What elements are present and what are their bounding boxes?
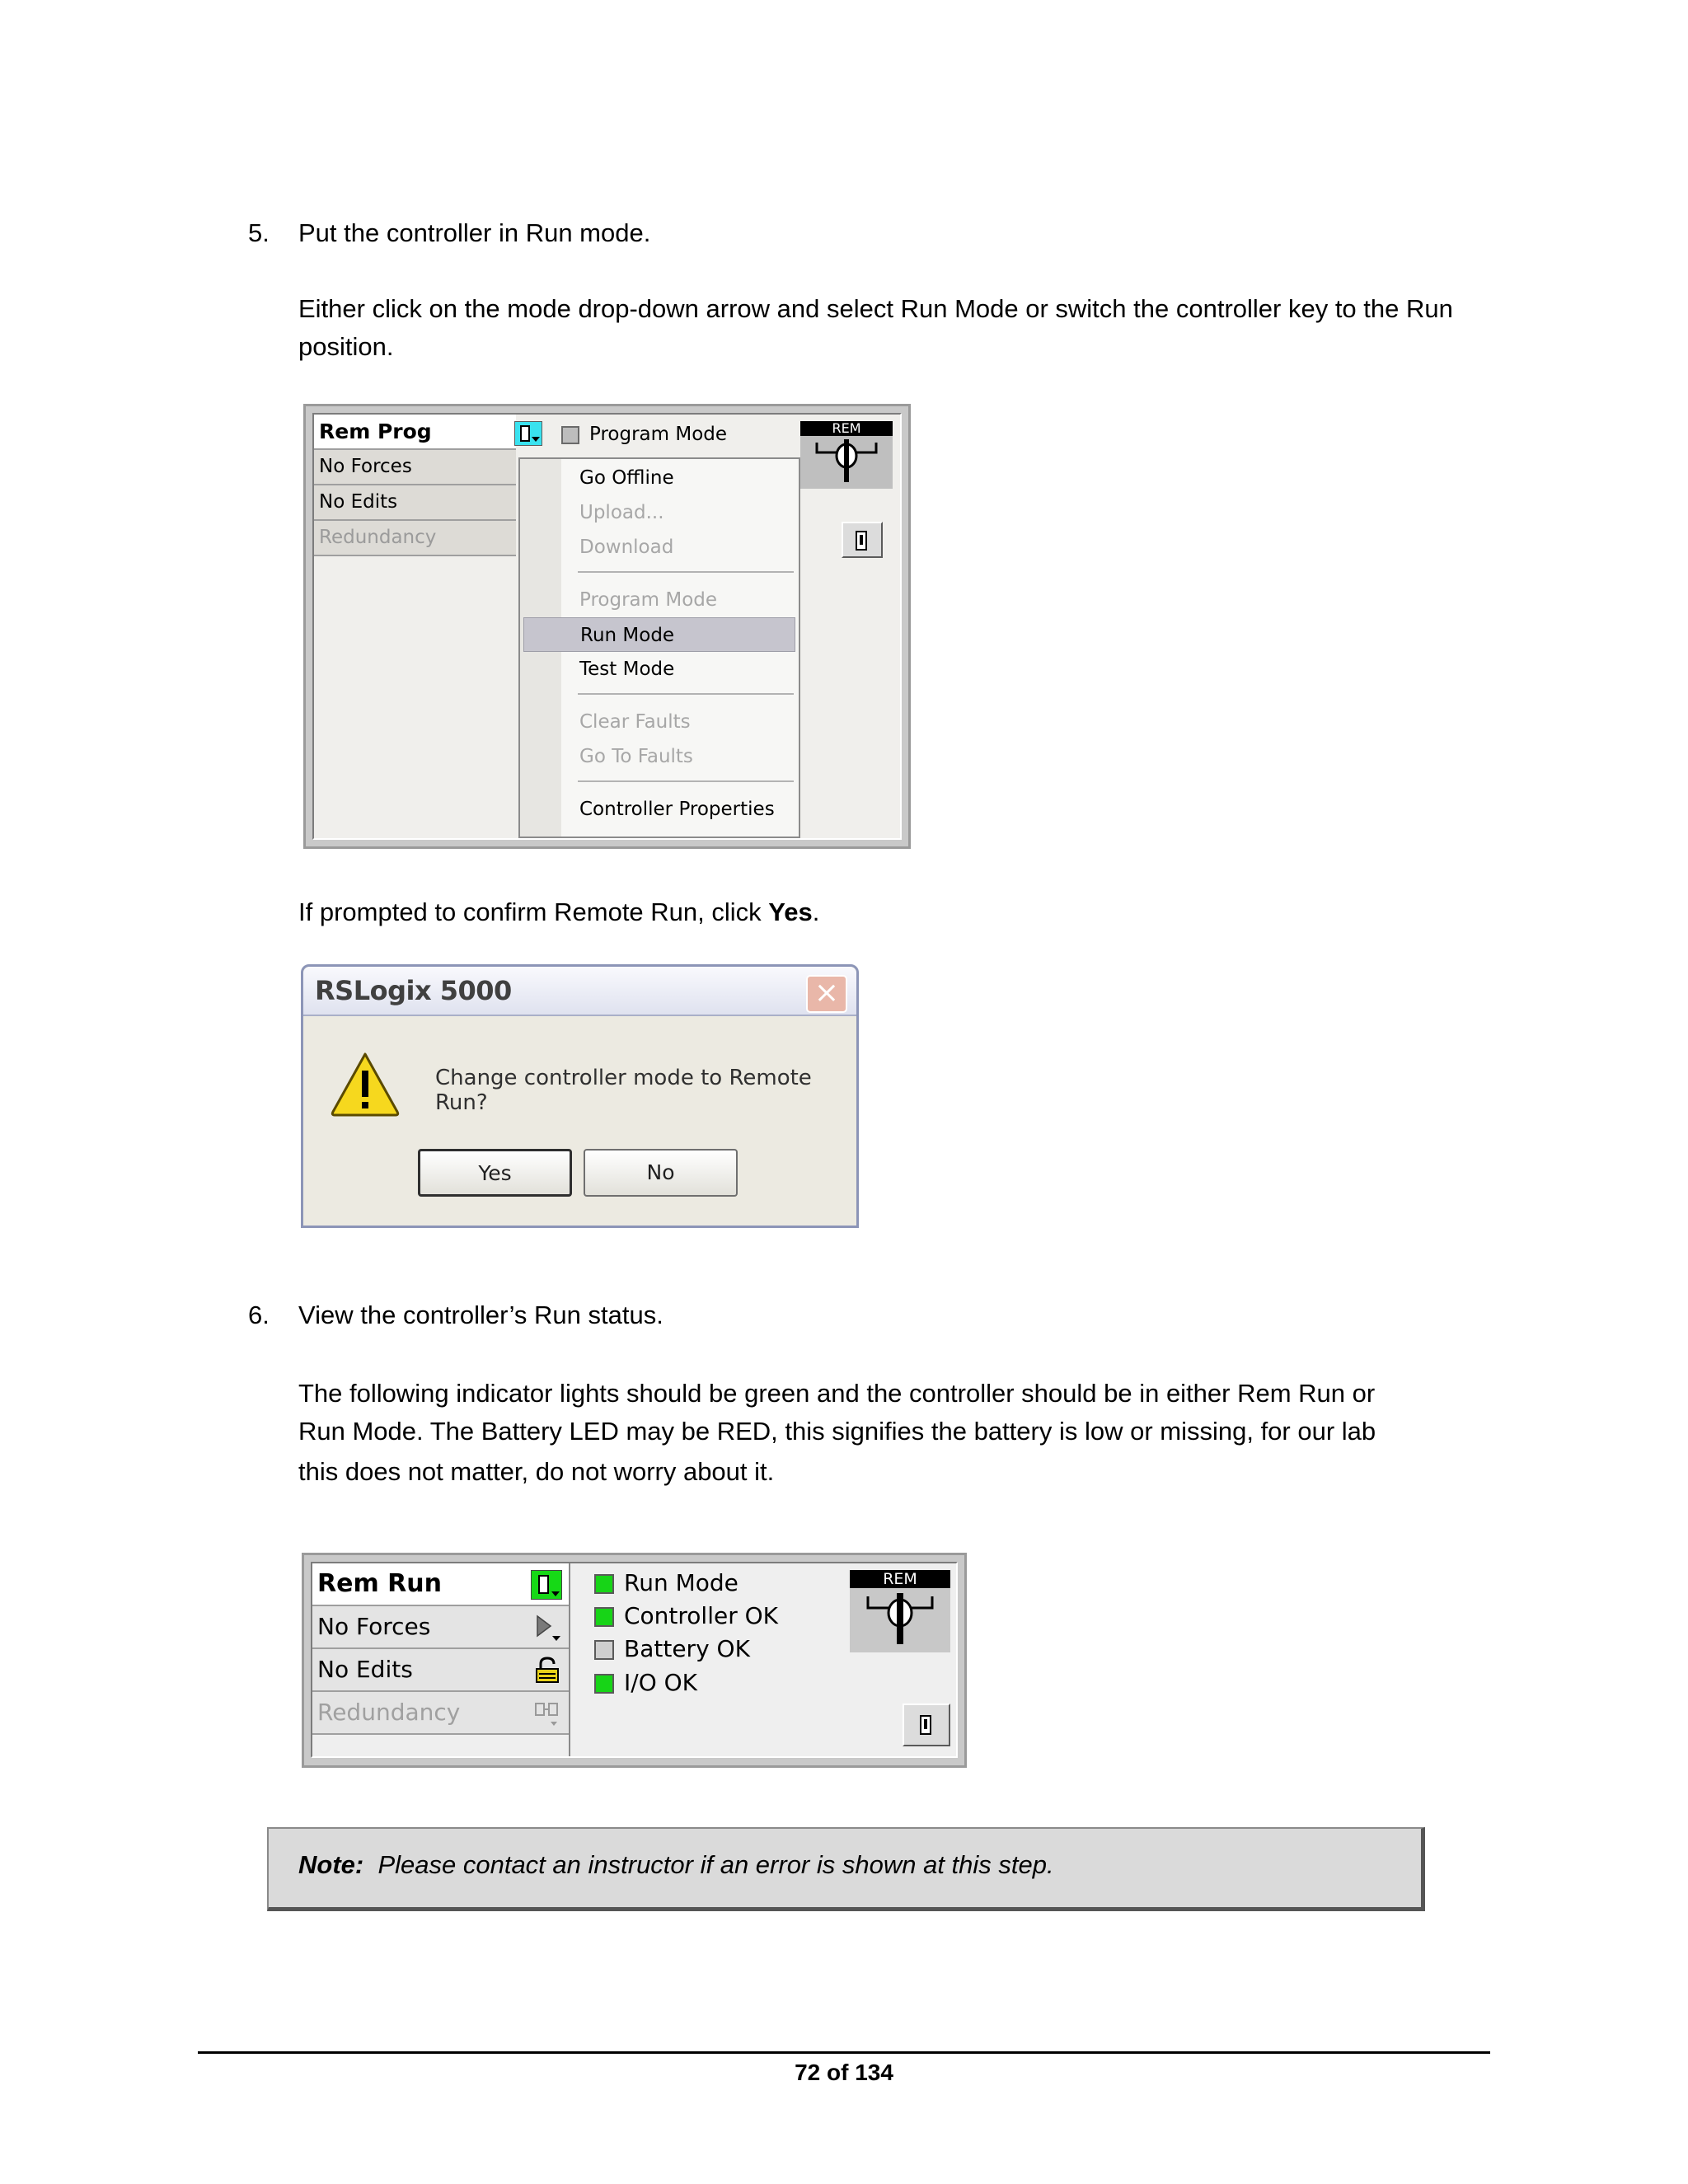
rem-label: REM — [850, 1570, 950, 1588]
note-label: Note: — [298, 1850, 364, 1879]
step-6-paragraph-line3: this does not matter, do not worry about it. — [298, 1457, 775, 1486]
dropdown-arrow-icon — [551, 1591, 560, 1596]
program-mode-indicator — [561, 426, 579, 444]
menu-separator — [578, 780, 794, 782]
status-edits-row — [312, 1649, 569, 1692]
key-icon — [520, 425, 530, 442]
dropdown-arrow-icon — [532, 437, 540, 442]
step-6-number: 6. — [248, 1301, 270, 1329]
yes-button[interactable]: Yes — [418, 1149, 572, 1197]
no-button[interactable]: No — [584, 1149, 738, 1197]
status-redundancy: Redundancy — [317, 1699, 461, 1726]
rem-keyswitch — [800, 421, 893, 489]
redundancy-icon[interactable] — [532, 1699, 562, 1728]
key-icon — [920, 1715, 931, 1735]
indicator-label: I/O OK — [624, 1669, 698, 1696]
keyswitch-icon — [800, 436, 893, 489]
menu-item-go-to-faults[interactable]: Go To Faults — [579, 746, 693, 767]
menu-item-upload[interactable]: Upload... — [579, 502, 664, 523]
menu-item-program-mode[interactable]: Program Mode — [579, 589, 718, 611]
menu-item-go-offline[interactable]: Go Offline — [579, 467, 674, 489]
controller-status-panel — [312, 413, 902, 840]
indicator-label: Battery OK — [624, 1635, 750, 1662]
dialog-title-bar — [303, 967, 856, 1016]
menu-item-download[interactable]: Download — [579, 537, 674, 558]
step-5-title: Put the controller in Run mode. — [298, 218, 651, 247]
note-text: Please contact an instructor if an error is shown at this step. — [377, 1850, 1054, 1879]
status-mode: Rem Prog — [314, 415, 516, 450]
status-mode: Rem Run — [317, 1569, 442, 1598]
close-button[interactable]: × — [806, 975, 847, 1013]
key-icon — [538, 1575, 549, 1594]
rem-keyswitch — [850, 1570, 950, 1652]
program-mode-label: Program Mode — [589, 424, 728, 445]
step-6-title: View the controller’s Run status. — [298, 1301, 663, 1329]
led-controller-ok — [594, 1607, 614, 1627]
status-edits: No Edits — [314, 485, 516, 521]
step-6-paragraph-line2: Run Mode. The Battery LED may be RED, this signifies the battery is low or missing, for our lab — [298, 1417, 1376, 1446]
key-icon — [856, 531, 867, 551]
status-redundancy: Redundancy — [314, 521, 516, 556]
lock-icon[interactable] — [532, 1656, 562, 1685]
indicator-label: Run Mode — [624, 1569, 738, 1596]
menu-item-run-mode[interactable]: Run Mode — [523, 617, 795, 652]
status-list — [314, 415, 516, 556]
step-5-number: 5. — [248, 218, 270, 247]
page-number: 72 of 134 — [795, 2060, 893, 2085]
led-battery-ok — [594, 1640, 614, 1660]
confirm-text-before: If prompted to confirm Remote Run, click — [298, 898, 769, 926]
dialog-message: Change controller mode to Remote Run? — [435, 1066, 812, 1115]
controller-status-panel-screenshot — [303, 404, 911, 849]
step-6-paragraph-line1: The following indicator lights should be green and the controller should be in either Rem Run or — [298, 1379, 1376, 1408]
menu-separator — [578, 693, 794, 695]
confirm-text-after: . — [812, 898, 820, 926]
run-status-panel — [311, 1562, 958, 1758]
warning-icon — [328, 1049, 402, 1118]
status-list — [312, 1563, 570, 1756]
menu-item-clear-faults[interactable]: Clear Faults — [579, 711, 691, 733]
status-edits: No Edits — [317, 1656, 413, 1683]
led-run-mode — [594, 1574, 614, 1594]
run-status-panel-screenshot — [302, 1553, 967, 1768]
status-mode-row — [312, 1563, 569, 1606]
step-5-instruction: Either click on the mode drop-down arrow and select Run Mode or switch the controller key to the Run position. — [298, 294, 1453, 361]
keyswitch-icon — [850, 1588, 950, 1652]
status-forces: No Forces — [317, 1613, 431, 1640]
mode-dropdown-button[interactable] — [531, 1570, 562, 1600]
forces-arrow-icon[interactable] — [532, 1613, 562, 1643]
key-switch-button[interactable] — [903, 1704, 950, 1746]
mode-dropdown-button[interactable] — [514, 421, 542, 446]
confirm-instruction — [298, 893, 1493, 931]
status-forces: No Forces — [314, 450, 516, 485]
menu-item-controller-properties[interactable]: Controller Properties — [579, 799, 775, 820]
key-switch-button[interactable] — [842, 522, 883, 558]
confirm-text-yes: Yes — [768, 898, 813, 926]
confirm-dialog — [301, 964, 859, 1228]
status-redundancy-row — [312, 1692, 569, 1735]
menu-separator — [578, 571, 794, 573]
mode-dropdown-menu — [518, 457, 800, 838]
dialog-title: RSLogix 5000 — [315, 975, 512, 1006]
led-io-ok — [594, 1674, 614, 1694]
menu-item-test-mode[interactable]: Test Mode — [579, 658, 675, 680]
note-box — [267, 1827, 1425, 1911]
indicator-label: Controller OK — [624, 1602, 779, 1629]
footer-divider — [198, 2051, 1490, 2054]
note-content — [298, 1850, 1054, 1880]
rem-label: REM — [800, 421, 893, 436]
status-forces-row — [312, 1606, 569, 1649]
